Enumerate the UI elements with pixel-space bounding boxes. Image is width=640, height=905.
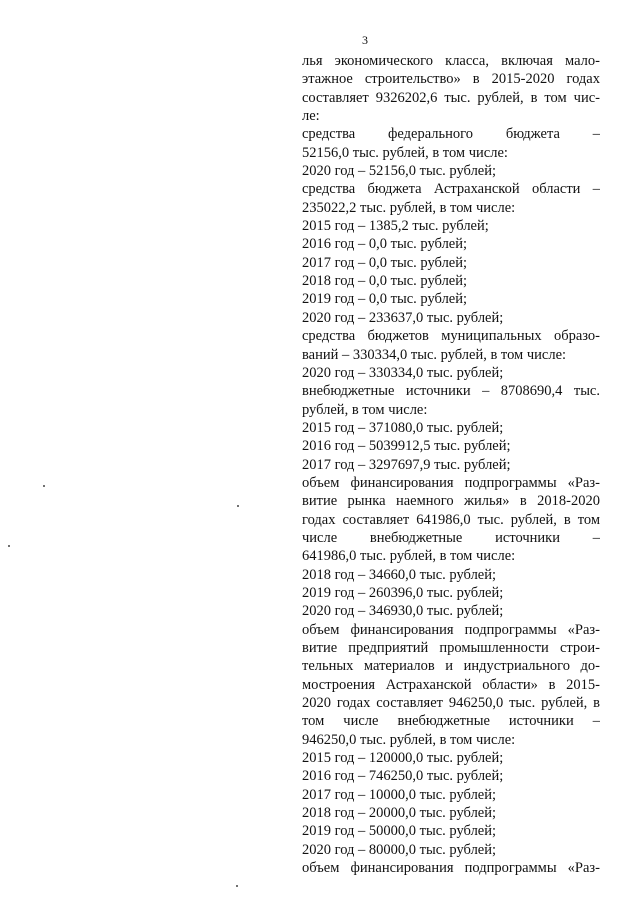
- text-line: 52156,0 тыс. рублей, в том числе:: [302, 144, 508, 161]
- text-line: средства бюджетов муниципальных образо-: [302, 328, 600, 345]
- text-line: витие рынка наемного жилья» в 2018-2020: [302, 493, 600, 510]
- text-line: ваний – 330334,0 тыс. рублей, в том числе:: [302, 346, 567, 363]
- document-text-column: [302, 52, 600, 877]
- page-number: 3: [362, 33, 368, 47]
- text-line: 2015 год – 371080,0 тыс. рублей;: [302, 419, 504, 436]
- text-line: тельных материалов и индустриального до-: [302, 658, 600, 675]
- text-line: 2020 год – 80000,0 тыс. рублей;: [302, 841, 497, 858]
- text-line: 2019 год – 260396,0 тыс. рублей;: [302, 584, 504, 601]
- scan-speck: [8, 545, 10, 547]
- text-line: 2020 год – 330334,0 тыс. рублей;: [302, 364, 504, 381]
- text-line: 2018 год – 20000,0 тыс. рублей;: [302, 805, 497, 822]
- text-line: внебюджетные источники – 8708690,4 тыс.: [302, 383, 600, 400]
- text-line: объем финансирования подпрограммы «Раз-: [302, 474, 600, 491]
- text-line: 2020 год – 233637,0 тыс. рублей;: [302, 309, 504, 326]
- text-line: 2016 год – 5039912,5 тыс. рублей;: [302, 438, 511, 455]
- text-line: 2020 год – 52156,0 тыс. рублей;: [302, 163, 497, 180]
- text-line: 2019 год – 50000,0 тыс. рублей;: [302, 823, 497, 840]
- text-line: средства федерального бюджета –: [302, 126, 600, 143]
- text-line: 2018 год – 0,0 тыс. рублей;: [302, 273, 468, 290]
- text-line: составляет 9326202,6 тыс. рублей, в том чис-: [302, 89, 600, 106]
- text-line: 946250,0 тыс. рублей, в том числе:: [302, 731, 516, 748]
- text-line: 2016 год – 0,0 тыс. рублей;: [302, 236, 468, 253]
- text-line: мостроения Астраханской области» в 2015-: [302, 676, 600, 693]
- text-line: средства бюджета Астраханской области –: [302, 181, 600, 198]
- text-line: объем финансирования подпрограммы «Раз-: [302, 621, 600, 638]
- text-line: том числе внебюджетные источники –: [302, 713, 600, 730]
- text-line: 2020 годах составляет 946250,0 тыс. рублей, в: [302, 695, 600, 712]
- text-line: 2018 год – 34660,0 тыс. рублей;: [302, 566, 497, 583]
- text-line: 2016 год – 746250,0 тыс. рублей;: [302, 768, 504, 785]
- text-line: 2017 год – 0,0 тыс. рублей;: [302, 254, 468, 271]
- text-line: витие предприятий промышленности строи-: [302, 640, 600, 656]
- text-line: 2015 год – 120000,0 тыс. рублей;: [302, 750, 504, 767]
- text-line: 2017 год – 3297697,9 тыс. рублей;: [302, 456, 511, 473]
- text-line: 2019 год – 0,0 тыс. рублей;: [302, 291, 468, 308]
- scan-speck: [237, 505, 239, 507]
- text-line: объем финансирования подпрограммы «Раз-: [302, 860, 600, 877]
- text-line: рублей, в том числе:: [302, 401, 428, 418]
- text-line: 2015 год – 1385,2 тыс. рублей;: [302, 218, 489, 235]
- text-line: 235022,2 тыс. рублей, в том числе:: [302, 199, 516, 216]
- text-line: числе внебюджетные источники –: [302, 529, 600, 546]
- text-line: 2017 год – 10000,0 тыс. рублей;: [302, 786, 497, 803]
- text-line: лья экономического класса, включая мало-: [302, 53, 600, 69]
- text-line: 2020 год – 346930,0 тыс. рублей;: [302, 603, 504, 620]
- text-line: этажное строительство» в 2015-2020 годах: [302, 71, 600, 88]
- text-line: 641986,0 тыс. рублей, в том числе:: [302, 548, 516, 565]
- text-line: ле:: [302, 108, 320, 125]
- text-line: годах составляет 641986,0 тыс. рублей, в том: [302, 511, 600, 528]
- scan-speck: [43, 485, 45, 487]
- scan-speck: [236, 885, 238, 887]
